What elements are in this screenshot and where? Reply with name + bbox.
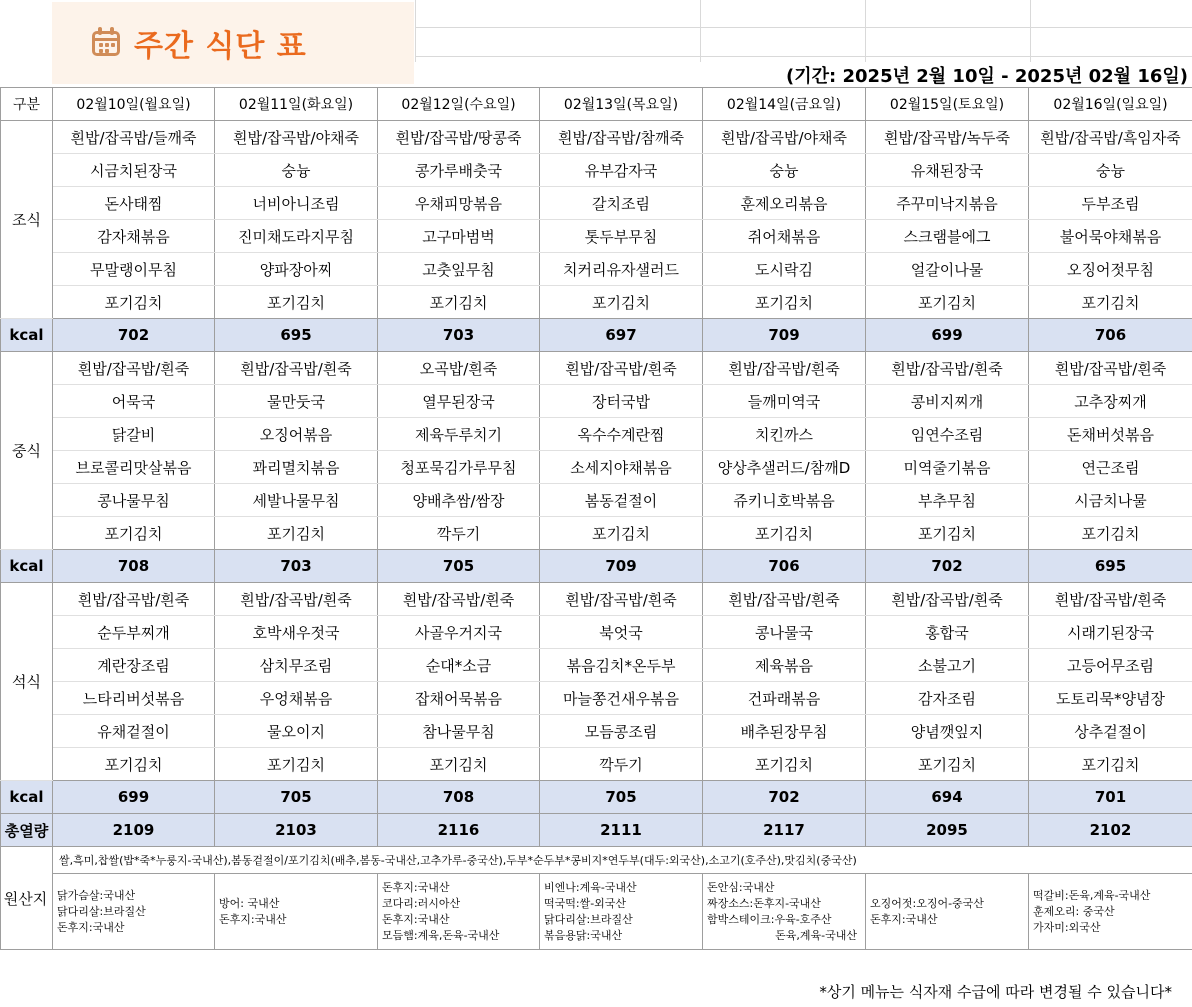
header-row (1, 88, 1192, 121)
menu-item: 숭늉 (1029, 154, 1192, 187)
kcal-row (1, 781, 1192, 814)
day-header: 02월16일(일요일) (1029, 88, 1192, 121)
menu-item: 시금치된장국 (53, 154, 215, 187)
menu-item: 오징어볶음 (215, 418, 378, 451)
menu-item-row (1, 682, 1192, 715)
day-header: 02월10일(월요일) (53, 88, 215, 121)
calendar-icon (90, 27, 124, 59)
kcal-label: kcal (1, 781, 53, 814)
header-label: 구분 (1, 88, 53, 121)
menu-item: 제육볶음 (703, 649, 866, 682)
kcal-value: 702 (866, 550, 1029, 583)
kcal-label: kcal (1, 550, 53, 583)
menu-item: 어묵국 (53, 385, 215, 418)
menu-item: 물오이지 (215, 715, 378, 748)
total-row (1, 814, 1192, 847)
origin-day (703, 874, 866, 950)
kcal-row (1, 319, 1192, 352)
menu-item: 임연수조림 (866, 418, 1029, 451)
kcal-value: 702 (703, 781, 866, 814)
menu-item: 진미채도라지무침 (215, 220, 378, 253)
menu-item: 콩비지찌개 (866, 385, 1029, 418)
menu-item: 고구마범벅 (378, 220, 540, 253)
menu-item: 유채된장국 (866, 154, 1029, 187)
menu-item: 갈치조림 (540, 187, 703, 220)
kcal-value: 703 (378, 319, 540, 352)
menu-item: 두부조림 (1029, 187, 1192, 220)
kcal-value: 702 (53, 319, 215, 352)
menu-item: 포기김치 (53, 748, 215, 781)
menu-item-row (1, 187, 1192, 220)
total-value: 2116 (378, 814, 540, 847)
menu-item: 도시락김 (703, 253, 866, 286)
kcal-value: 697 (540, 319, 703, 352)
menu-item: 흰밥/잡곡밥/흰죽 (215, 352, 378, 385)
menu-item: 흰밥/잡곡밥/흰죽 (866, 583, 1029, 616)
origin-line: 떡갈비:돈육,계육-국내산 (1033, 888, 1151, 902)
kcal-row (1, 550, 1192, 583)
origin-line: 오징어젓:오징어-중국산 (870, 896, 984, 910)
footnote: *상기 메뉴는 식자재 수급에 따라 변경될 수 있습니다* (819, 983, 1172, 1001)
menu-item: 청포묵김가루무침 (378, 451, 540, 484)
origin-line: 방어: 국내산 (219, 896, 280, 910)
menu-item: 흰밥/잡곡밥/흰죽 (540, 583, 703, 616)
menu-item-row (1, 253, 1192, 286)
origin-line: 짜장소스:돈후지-국내산 (707, 896, 821, 910)
menu-item: 우엉채볶음 (215, 682, 378, 715)
menu-item-row (1, 649, 1192, 682)
total-value: 2095 (866, 814, 1029, 847)
menu-item: 흰밥/잡곡밥/들깨죽 (53, 121, 215, 154)
origin-line: 돈후지:국내산 (219, 912, 287, 926)
origin-line: 닭다리살:브라질산 (57, 904, 146, 918)
menu-item: 잡채어묵볶음 (378, 682, 540, 715)
menu-item: 돈채버섯볶음 (1029, 418, 1192, 451)
origin-label: 원산지 (1, 847, 53, 950)
origin-line: 코다리:러시아산 (382, 896, 461, 910)
menu-item: 볶음김치*온두부 (540, 649, 703, 682)
kcal-value: 706 (1029, 319, 1192, 352)
origin-line: 닭다리살:브라질산 (544, 912, 633, 926)
menu-item: 쥬키니호박볶음 (703, 484, 866, 517)
menu-item: 물만둣국 (215, 385, 378, 418)
origin-line: 함박스테이크:우육-호주산 (707, 912, 832, 926)
kcal-value: 709 (540, 550, 703, 583)
origin-day (1029, 874, 1192, 950)
menu-item: 흰밥/잡곡밥/땅콩죽 (378, 121, 540, 154)
menu-item-row (1, 418, 1192, 451)
menu-item: 흰밥/잡곡밥/흑임자죽 (1029, 121, 1192, 154)
kcal-value: 705 (378, 550, 540, 583)
menu-item: 치킨까스 (703, 418, 866, 451)
kcal-value: 709 (703, 319, 866, 352)
menu-item: 고추장찌개 (1029, 385, 1192, 418)
menu-item: 콩가루배춧국 (378, 154, 540, 187)
menu-item: 포기김치 (866, 517, 1029, 550)
menu-item: 열무된장국 (378, 385, 540, 418)
menu-item: 얼갈이나물 (866, 253, 1029, 286)
menu-item-row (1, 748, 1192, 781)
menu-item: 콩나물국 (703, 616, 866, 649)
menu-item: 건파래볶음 (703, 682, 866, 715)
menu-item: 흰밥/잡곡밥/흰죽 (703, 352, 866, 385)
kcal-value: 701 (1029, 781, 1192, 814)
menu-item: 양파장아찌 (215, 253, 378, 286)
menu-item-row (1, 583, 1192, 616)
menu-item: 흰밥/잡곡밥/야채죽 (703, 121, 866, 154)
menu-item: 포기김치 (703, 517, 866, 550)
menu-item: 배추된장무침 (703, 715, 866, 748)
day-header: 02월11일(화요일) (215, 88, 378, 121)
menu-item-row (1, 517, 1192, 550)
kcal-value: 706 (703, 550, 866, 583)
menu-item: 톳두부무침 (540, 220, 703, 253)
menu-item: 도토리묵*양념장 (1029, 682, 1192, 715)
menu-item: 너비아니조림 (215, 187, 378, 220)
origin-line: 돈후지:국내산 (57, 920, 125, 934)
day-header: 02월15일(토요일) (866, 88, 1029, 121)
menu-item: 포기김치 (215, 286, 378, 319)
menu-item-row (1, 451, 1192, 484)
menu-item-row (1, 385, 1192, 418)
origin-day (378, 874, 540, 950)
menu-item: 포기김치 (1029, 517, 1192, 550)
kcal-value: 699 (866, 319, 1029, 352)
menu-item: 감자채볶음 (53, 220, 215, 253)
menu-item: 흰밥/잡곡밥/흰죽 (703, 583, 866, 616)
day-header: 02월13일(목요일) (540, 88, 703, 121)
origin-line: 돈육,계육-국내산 (775, 928, 857, 942)
menu-item: 순두부찌개 (53, 616, 215, 649)
kcal-value: 705 (540, 781, 703, 814)
menu-item: 닭갈비 (53, 418, 215, 451)
kcal-value: 708 (53, 550, 215, 583)
origin-day (53, 874, 215, 950)
menu-item: 콩나물무침 (53, 484, 215, 517)
menu-item: 흰밥/잡곡밥/흰죽 (215, 583, 378, 616)
menu-item: 주꾸미낙지볶음 (866, 187, 1029, 220)
menu-item: 깍두기 (540, 748, 703, 781)
menu-item: 포기김치 (215, 748, 378, 781)
menu-item: 포기김치 (866, 286, 1029, 319)
menu-item-row (1, 484, 1192, 517)
menu-item: 시금치나물 (1029, 484, 1192, 517)
menu-item: 깍두기 (378, 517, 540, 550)
menu-item: 포기김치 (215, 517, 378, 550)
menu-item: 호박새우젓국 (215, 616, 378, 649)
menu-item: 치커리유자샐러드 (540, 253, 703, 286)
day-header: 02월12일(수요일) (378, 88, 540, 121)
origin-common: 쌀,흑미,찹쌀(밥*죽*누룽지-국내산),봄동겉절이/포기김치(배추,봄동-국내산,고추가루-중국산),두부*순두부*콩비지*연두부(대두:외국산),소고기(호주산),맛김치(중국산) (53, 847, 1192, 874)
menu-item: 소불고기 (866, 649, 1029, 682)
menu-item: 연근조림 (1029, 451, 1192, 484)
menu-item: 흰밥/잡곡밥/야채죽 (215, 121, 378, 154)
page-title: 주간 식단 표 (134, 29, 307, 64)
total-value: 2109 (53, 814, 215, 847)
menu-item: 숭늉 (703, 154, 866, 187)
total-value: 2103 (215, 814, 378, 847)
menu-item: 포기김치 (540, 517, 703, 550)
menu-item-row (1, 121, 1192, 154)
menu-item-row (1, 154, 1192, 187)
period-text: (기간: 2025년 2월 10일 - 2025년 02월 16일) (786, 66, 1188, 87)
origin-line: 돈후지:국내산 (382, 912, 450, 926)
menu-item: 포기김치 (703, 286, 866, 319)
menu-item: 모듬콩조림 (540, 715, 703, 748)
origin-line: 닭가슴살:국내산 (57, 888, 136, 902)
menu-item: 오징어젓무침 (1029, 253, 1192, 286)
origin-line: 돈후지:국내산 (382, 880, 450, 894)
title-banner (52, 2, 414, 84)
kcal-value: 694 (866, 781, 1029, 814)
menu-item: 옥수수계란찜 (540, 418, 703, 451)
menu-item: 봄동겉절이 (540, 484, 703, 517)
menu-item: 쥐어채볶음 (703, 220, 866, 253)
menu-item: 돈사태찜 (53, 187, 215, 220)
menu-item: 흰밥/잡곡밥/참깨죽 (540, 121, 703, 154)
menu-item: 사골우거지국 (378, 616, 540, 649)
kcal-value: 695 (215, 319, 378, 352)
menu-item: 포기김치 (378, 748, 540, 781)
menu-item: 양배추쌈/쌈장 (378, 484, 540, 517)
menu-item: 상추겉절이 (1029, 715, 1192, 748)
menu-item: 들깨미역국 (703, 385, 866, 418)
menu-item-row (1, 715, 1192, 748)
meal-label: 조식 (1, 121, 53, 319)
menu-item-row (1, 220, 1192, 253)
menu-item: 북엇국 (540, 616, 703, 649)
menu-item: 고춧잎무침 (378, 253, 540, 286)
menu-item: 흰밥/잡곡밥/흰죽 (866, 352, 1029, 385)
menu-item: 포기김치 (1029, 286, 1192, 319)
weekly-menu-table (0, 87, 1192, 950)
menu-item-row (1, 286, 1192, 319)
menu-item: 흰밥/잡곡밥/흰죽 (53, 352, 215, 385)
origin-common-row (1, 847, 1192, 874)
kcal-value: 703 (215, 550, 378, 583)
menu-item: 마늘쫑건새우볶음 (540, 682, 703, 715)
origin-days-row (1, 874, 1192, 950)
kcal-value: 699 (53, 781, 215, 814)
menu-item: 포기김치 (53, 517, 215, 550)
menu-item: 양상추샐러드/참깨D (703, 451, 866, 484)
menu-item: 흰밥/잡곡밥/흰죽 (1029, 583, 1192, 616)
menu-item: 홍합국 (866, 616, 1029, 649)
origin-day (540, 874, 703, 950)
menu-item: 양념깻잎지 (866, 715, 1029, 748)
origin-line: 가자미:외국산 (1033, 920, 1101, 934)
menu-item: 흰밥/잡곡밥/녹두죽 (866, 121, 1029, 154)
menu-item: 감자조림 (866, 682, 1029, 715)
total-value: 2102 (1029, 814, 1192, 847)
origin-line: 볶음용닭:국내산 (544, 928, 623, 942)
menu-item: 삼치무조림 (215, 649, 378, 682)
meal-label: 석식 (1, 583, 53, 781)
menu-item: 소세지야채볶음 (540, 451, 703, 484)
menu-item: 포기김치 (378, 286, 540, 319)
total-label: 총열량 (1, 814, 53, 847)
kcal-label: kcal (1, 319, 53, 352)
kcal-value: 708 (378, 781, 540, 814)
menu-item: 흰밥/잡곡밥/흰죽 (53, 583, 215, 616)
menu-item: 참나물무침 (378, 715, 540, 748)
origin-line: 떡국떡:쌀-외국산 (544, 896, 627, 910)
menu-item: 고등어무조림 (1029, 649, 1192, 682)
menu-item: 느타리버섯볶음 (53, 682, 215, 715)
menu-item: 포기김치 (703, 748, 866, 781)
menu-item-row (1, 352, 1192, 385)
origin-line: 훈제오리: 중국산 (1033, 904, 1115, 918)
menu-item: 무말랭이무침 (53, 253, 215, 286)
menu-item: 흰밥/잡곡밥/흰죽 (540, 352, 703, 385)
menu-item: 계란장조림 (53, 649, 215, 682)
total-value: 2117 (703, 814, 866, 847)
menu-item: 시래기된장국 (1029, 616, 1192, 649)
origin-line: 모듬햄:계육,돈육-국내산 (382, 928, 500, 942)
meal-label: 중식 (1, 352, 53, 550)
total-value: 2111 (540, 814, 703, 847)
menu-item: 부추무침 (866, 484, 1029, 517)
origin-line: 돈안심:국내산 (707, 880, 775, 894)
origin-line: 비엔나:계육-국내산 (544, 880, 637, 894)
menu-item: 포기김치 (1029, 748, 1192, 781)
menu-item-row (1, 616, 1192, 649)
menu-item: 꽈리멸치볶음 (215, 451, 378, 484)
menu-item: 유부감자국 (540, 154, 703, 187)
menu-item: 유채겉절이 (53, 715, 215, 748)
origin-day (215, 874, 378, 950)
menu-item: 흰밥/잡곡밥/흰죽 (1029, 352, 1192, 385)
origin-line: 돈후지:국내산 (870, 912, 938, 926)
menu-item: 포기김치 (540, 286, 703, 319)
menu-item: 오곡밥/흰죽 (378, 352, 540, 385)
day-header: 02월14일(금요일) (703, 88, 866, 121)
menu-item: 제육두루치기 (378, 418, 540, 451)
menu-item: 우채피망볶음 (378, 187, 540, 220)
kcal-value: 705 (215, 781, 378, 814)
menu-item: 포기김치 (866, 748, 1029, 781)
origin-day (866, 874, 1029, 950)
menu-item: 숭늉 (215, 154, 378, 187)
menu-item: 장터국밥 (540, 385, 703, 418)
menu-item: 포기김치 (53, 286, 215, 319)
menu-item: 훈제오리볶음 (703, 187, 866, 220)
menu-item: 브로콜리맛살볶음 (53, 451, 215, 484)
kcal-value: 695 (1029, 550, 1192, 583)
menu-item: 흰밥/잡곡밥/흰죽 (378, 583, 540, 616)
menu-item: 세발나물무침 (215, 484, 378, 517)
menu-item: 불어묵야채볶음 (1029, 220, 1192, 253)
menu-item: 스크램블에그 (866, 220, 1029, 253)
menu-item: 미역줄기볶음 (866, 451, 1029, 484)
menu-item: 순대*소금 (378, 649, 540, 682)
